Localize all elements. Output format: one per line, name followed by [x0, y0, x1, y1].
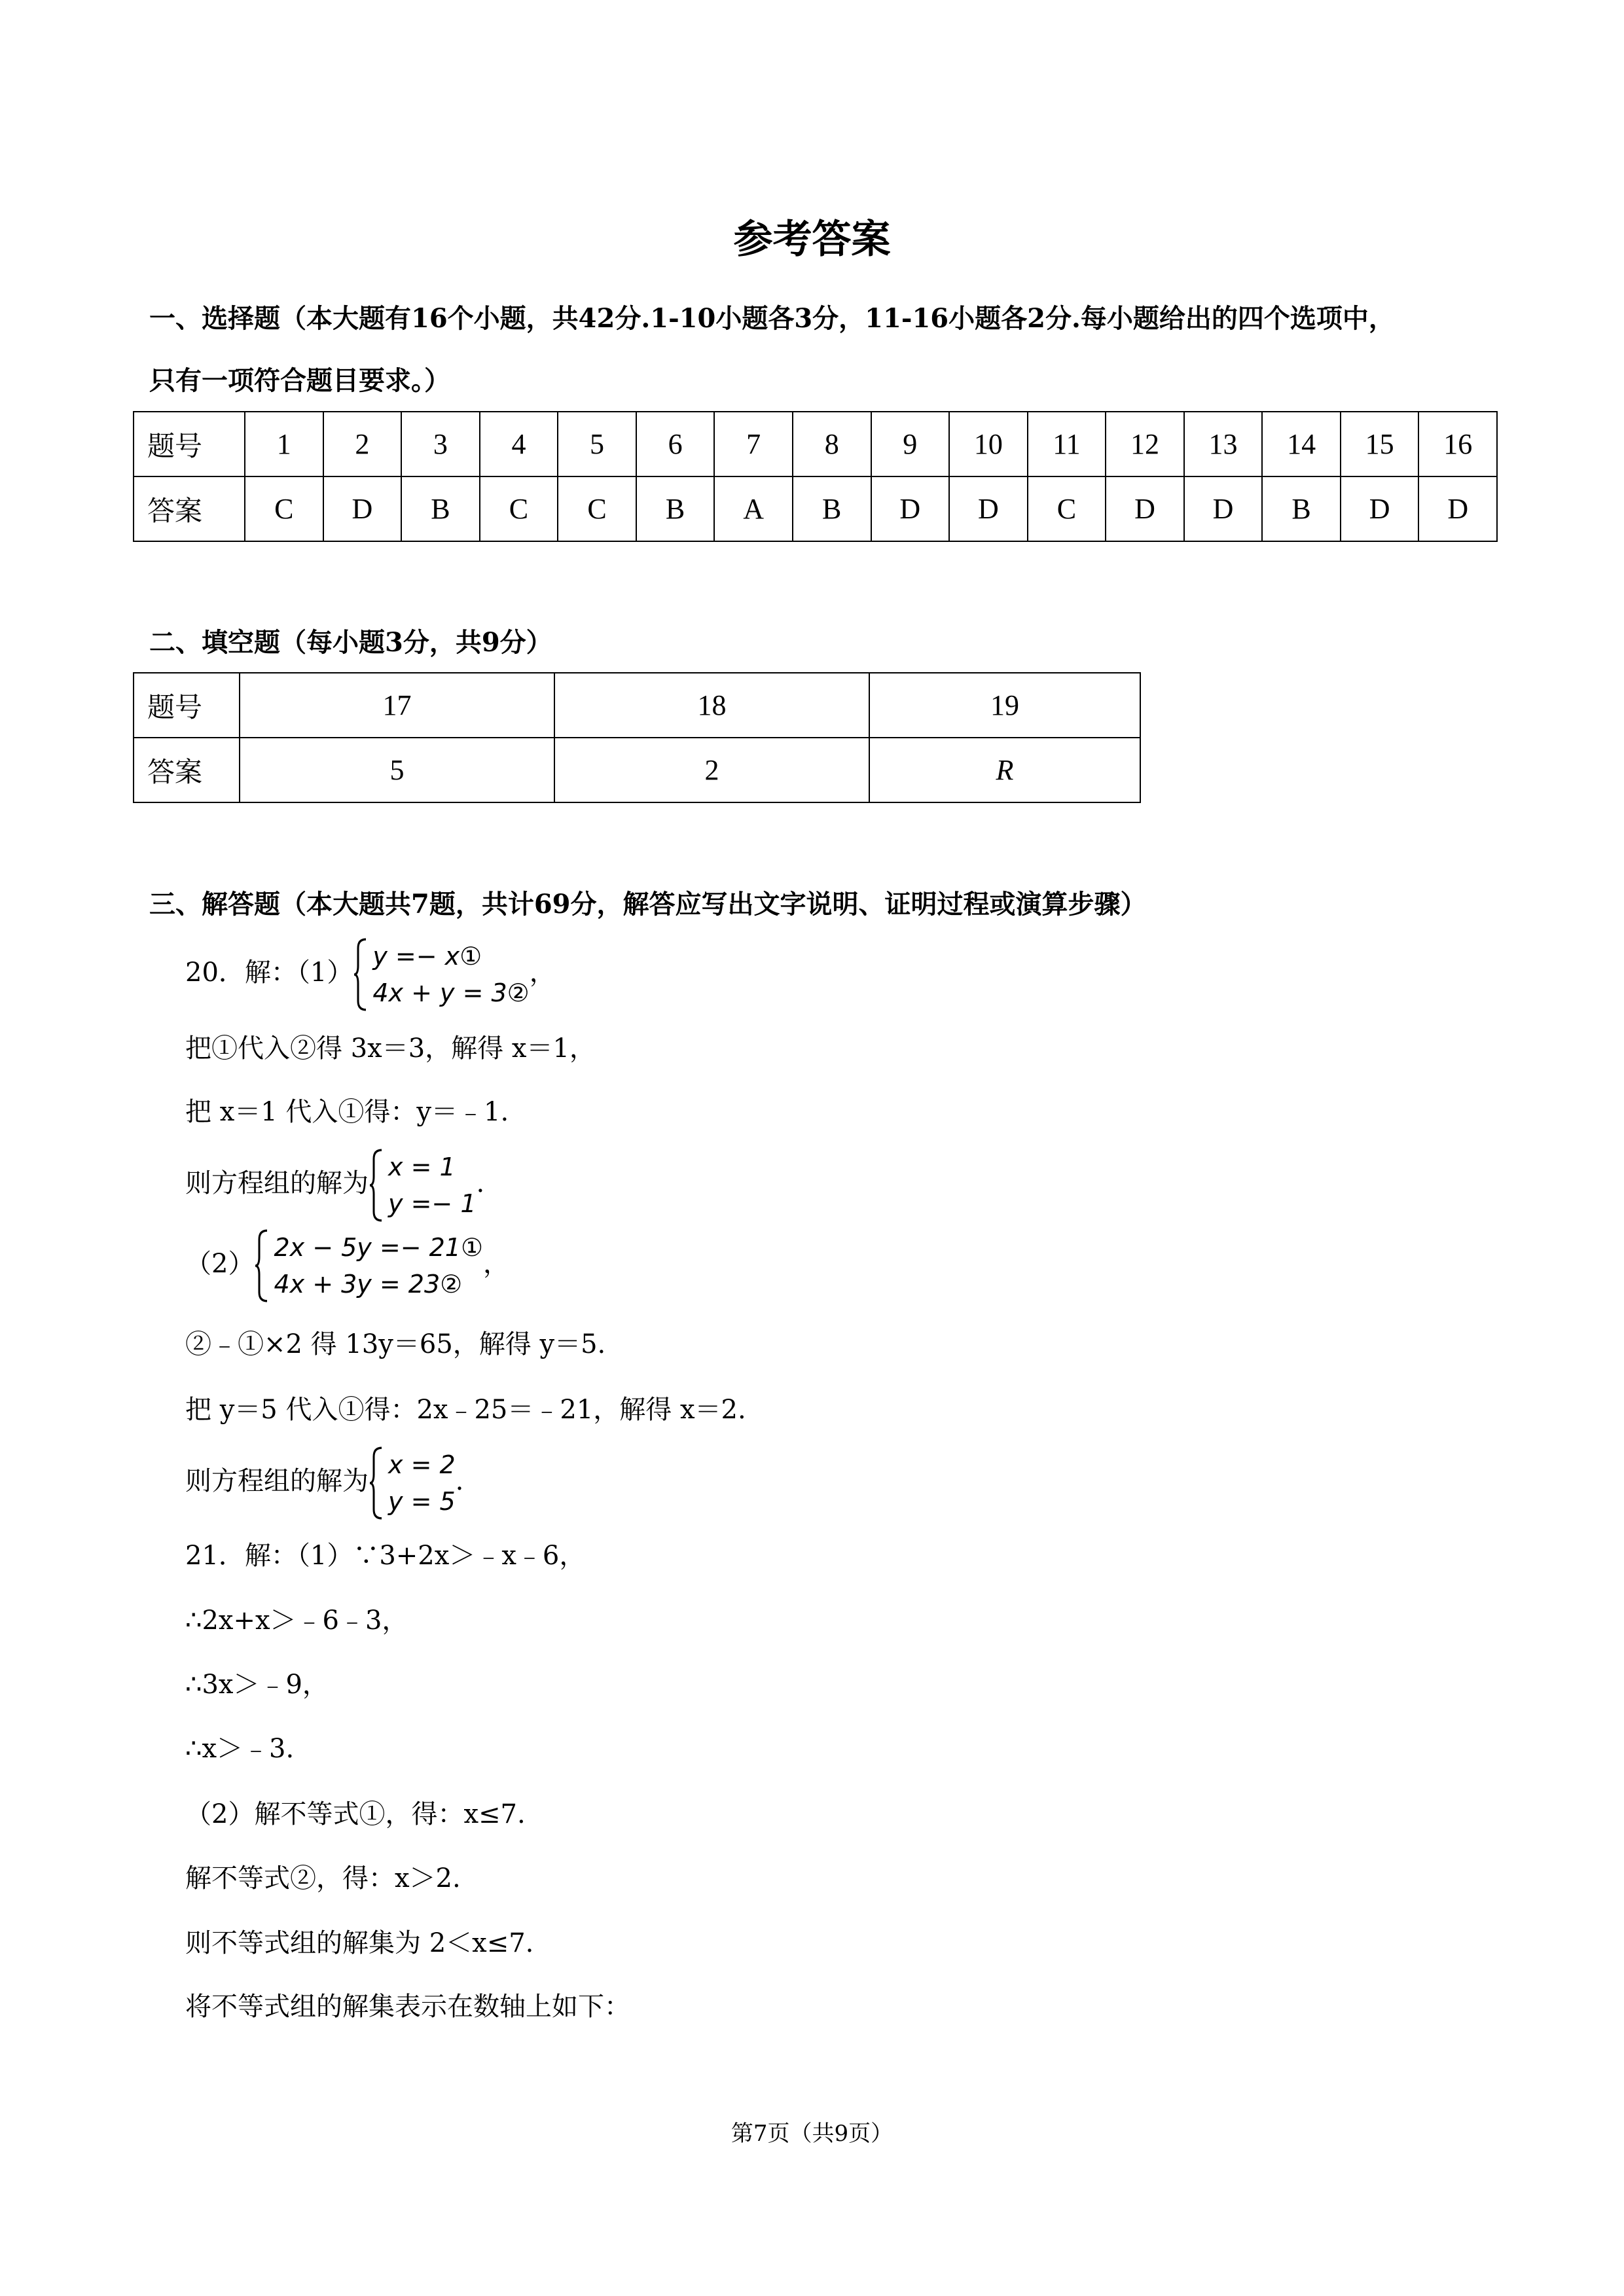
table-cell: 12 — [1106, 412, 1184, 476]
table-row — [134, 673, 1140, 738]
sol2-prefix: 则方程组的解为 — [185, 1466, 369, 1496]
solution-system-1 — [369, 1149, 477, 1222]
table-cell: B — [1262, 476, 1341, 541]
sys2-tail: ， — [483, 1249, 510, 1279]
q20-step2: 把 x＝1 代入①得：y＝﹣1. — [185, 1097, 509, 1127]
table-row — [134, 476, 1497, 541]
table-cell: 7 — [714, 412, 793, 476]
q20-intro: 20．解：（1） — [185, 958, 353, 988]
table-cell: 19 — [869, 673, 1140, 738]
table-cell: 16 — [1418, 412, 1497, 476]
table-cell: 17 — [240, 673, 554, 738]
table-cell: 5 — [240, 738, 554, 802]
sol1-row2: y =− 1 — [388, 1189, 477, 1218]
q20-step3: ②﹣①×2 得 13y＝65，解得 y＝5. — [185, 1329, 606, 1359]
table-row — [134, 412, 1497, 476]
sol1-row1: x = 1 — [388, 1153, 456, 1181]
table-cell: D — [871, 476, 950, 541]
sol2-row1: x = 2 — [388, 1450, 456, 1479]
q21-line6: 解不等式②，得：x＞2. — [185, 1863, 461, 1893]
table-cell: 6 — [636, 412, 715, 476]
sol1-tail: . — [476, 1168, 485, 1198]
table-cell: 5 — [558, 412, 636, 476]
table-cell: D — [949, 476, 1028, 541]
left-brace-icon — [369, 1446, 384, 1520]
table-row — [134, 738, 1140, 802]
table-cell: C — [558, 476, 636, 541]
section2-heading: 二、填空题（每小题3分，共9分） — [149, 627, 552, 658]
fill-answer-table — [133, 672, 1141, 803]
table-cell: C — [480, 476, 558, 541]
row-label-answer: 答案 — [134, 476, 245, 541]
table-cell: B — [636, 476, 715, 541]
table-cell: 15 — [1341, 412, 1419, 476]
table-cell: 9 — [871, 412, 950, 476]
sys1-row1: y =− x① — [372, 942, 482, 971]
q21-line3: ∴3x＞﹣9， — [185, 1670, 329, 1700]
sys2-row1: 2x − 5y =− 21① — [274, 1233, 484, 1262]
table-cell: R — [869, 738, 1140, 802]
left-brace-icon — [353, 938, 369, 1011]
q21-line2: ∴2x+x＞﹣6﹣3， — [185, 1605, 408, 1636]
q20-part2 — [185, 1229, 509, 1302]
sys1-row2: 4x + y = 3② — [372, 978, 530, 1007]
sol2-tail: . — [455, 1466, 464, 1496]
choice-answer-table — [133, 411, 1498, 542]
table-cell: B — [401, 476, 480, 541]
section1-heading-line2: 只有一项符合题目要求。） — [149, 365, 450, 396]
table-cell: 14 — [1262, 412, 1341, 476]
table-cell: A — [714, 476, 793, 541]
row-label-answer: 答案 — [134, 738, 240, 802]
q21-line4: ∴x＞﹣3. — [185, 1734, 295, 1764]
equation-system-2 — [254, 1229, 483, 1302]
row-label-question: 题号 — [134, 412, 245, 476]
table-cell: 4 — [480, 412, 558, 476]
q20-part1 — [185, 938, 556, 1011]
sol1-prefix: 则方程组的解为 — [185, 1168, 369, 1198]
q20-step1: 把①代入②得 3x＝3，解得 x＝1， — [185, 1033, 596, 1064]
q21-line7: 则不等式组的解集为 2＜x≤7. — [185, 1928, 534, 1958]
solution-system-2 — [369, 1446, 456, 1520]
table-cell: 3 — [401, 412, 480, 476]
section3-heading: 三、解答题（本大题共7题，共计69分，解答应写出文字说明、证明过程或演算步骤） — [149, 889, 1147, 920]
q21-line5: （2）解不等式①，得：x≤7. — [185, 1799, 526, 1829]
table-cell: 2 — [323, 412, 402, 476]
table-cell: B — [793, 476, 871, 541]
table-cell: 18 — [554, 673, 869, 738]
sol2-row2: y = 5 — [388, 1487, 456, 1516]
table-cell: 10 — [949, 412, 1028, 476]
table-cell: 1 — [245, 412, 323, 476]
row-label-question: 题号 — [134, 673, 240, 738]
part2-prefix: （2） — [185, 1249, 255, 1279]
sys2-row2: 4x + 3y = 23② — [274, 1270, 463, 1299]
page-footer: 第7页（共9页） — [731, 2121, 893, 2147]
table-cell: C — [1028, 476, 1106, 541]
section1-heading-line1: 一、选择题（本大题有16个小题，共42分.1-10小题各3分，11-16小题各2分.每小题给出的四个选项中， — [149, 303, 1395, 334]
left-brace-icon — [369, 1149, 384, 1222]
q20-step4: 把 y＝5 代入①得：2x﹣25＝﹣21，解得 x＝2. — [185, 1395, 746, 1425]
table-cell: 2 — [554, 738, 869, 802]
q21-line8: 将不等式组的解集表示在数轴上如下： — [185, 1992, 630, 2022]
table-cell: D — [323, 476, 402, 541]
q20-solution2 — [185, 1446, 463, 1520]
table-cell: D — [1106, 476, 1184, 541]
table-cell: 11 — [1028, 412, 1106, 476]
equation-system-1 — [353, 938, 529, 1011]
table-cell: D — [1184, 476, 1263, 541]
table-cell: 13 — [1184, 412, 1263, 476]
page-title: 参考答案 — [733, 217, 891, 262]
sys1-tail: ， — [529, 958, 556, 988]
table-cell: D — [1418, 476, 1497, 541]
table-cell: C — [245, 476, 323, 541]
left-brace-icon — [254, 1229, 270, 1302]
table-cell: 8 — [793, 412, 871, 476]
table-cell: D — [1341, 476, 1419, 541]
q20-solution1 — [185, 1149, 484, 1222]
q21-line1: 21．解：（1）∵3+2x＞﹣x﹣6， — [185, 1541, 586, 1571]
